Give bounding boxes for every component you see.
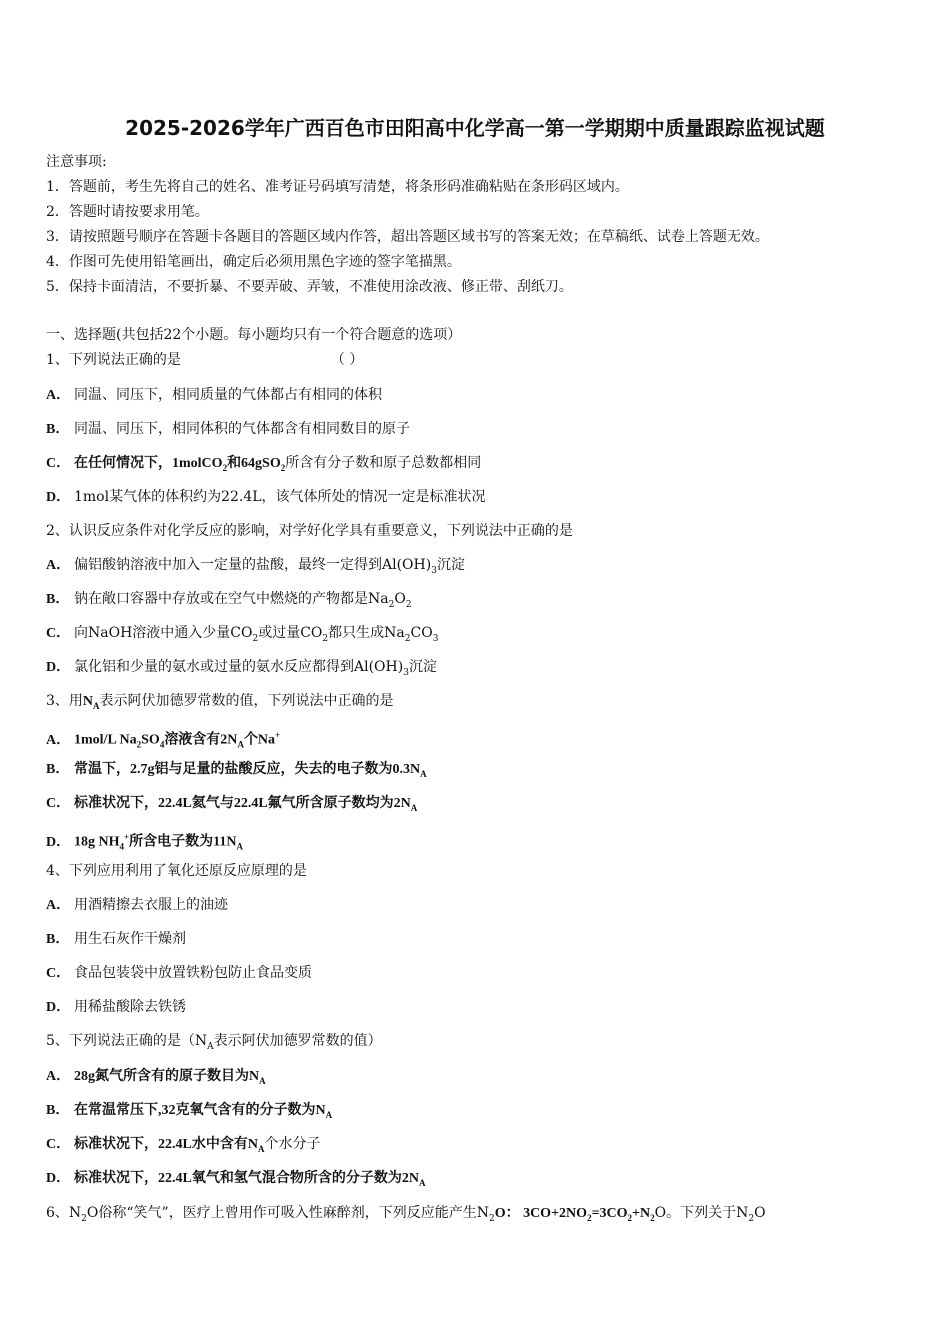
q2-option-d: D． 氯化铝和少量的氨水或过量的氨水反应都得到$Al(OH)_3$沉淀 — [46, 659, 437, 678]
q5-option-c: C． 标准状况下，22.4L水中含有$N_A$个水分子 — [46, 1136, 321, 1154]
section-heading: 一、选择题(共包括22个小题。每小题均只有一个符合题意的选项） — [46, 327, 462, 343]
notice-item: 5．保持卡面清洁，不要折暴、不要弄破、弄皱，不准使用涂改液、修正带、刮纸刀。 — [46, 279, 573, 295]
q2-option-a: A． 偏铝酸钠溶液中加入一定量的盐酸，最终一定得到$Al(OH)_3$沉淀 — [46, 557, 465, 576]
q1-option-d: D． 1mol某气体的体积约为22.4L，该气体所处的情况一定是标准状况 — [46, 489, 486, 505]
q5-option-b: B． 在常温常压下,32克氧气含有的分子数为$N_A$ — [46, 1103, 333, 1120]
q5-option-a: A． 28g氮气所含有的原子数目为$N_A$ — [46, 1069, 266, 1086]
q5-option-d: D． 标准状况下，22.4L氧气和氢气混合物所含的分子数为$2N_A$ — [46, 1171, 426, 1188]
question-6-stem: 6、$N_2O$俗称“笑气”，医疗上曾用作可吸入性麻醉剂，下列反应能产生$N_2O$： $3CO+2NO_2=3CO_2+N_2O$。下列关于$N_2O$ — [46, 1205, 766, 1224]
question-1-stem — [46, 349, 363, 371]
q4-option-c: C． 食品包装袋中放置铁粉包防止食品变质 — [46, 965, 312, 981]
q3-option-a: A． 1mol/L $Na_2SO_4$溶液含有$2N_A$个Na+ — [46, 730, 281, 750]
notice-item: 1．答题前，考生先将自己的姓名、准考证号码填写清楚，将条形码准确粘贴在条形码区域内。 — [46, 179, 629, 195]
q3-option-d: D． 18g $NH_4^+$所含电子数为$11N_A$ — [46, 832, 243, 852]
q1-option-b: B． 同温、同压下，相同体积的气体都含有相同数目的原子 — [46, 421, 410, 437]
notice-heading: 注意事项: — [46, 154, 107, 170]
q1-option-c: C． 在任何情况下，1molCO$_2$和64gSO$_2$所含有分子数和原子总数都相同 — [46, 455, 482, 473]
q2-option-b: B． 钠在敞口容器中存放或在空气中燃烧的产物都是$Na_2O_2$ — [46, 591, 412, 610]
answer-paren: （ ） — [330, 352, 364, 368]
q4-option-d: D． 用稀盐酸除去铁锈 — [46, 999, 186, 1015]
q4-option-a: A． 用酒精擦去衣服上的油迹 — [46, 897, 228, 913]
question-2-stem: 2、认识反应条件对化学反应的影响，对学好化学具有重要意义，下列说法中正确的是 — [46, 523, 573, 539]
question-1-text: 1、下列说法正确的是 — [46, 352, 181, 368]
notice-item: 2．答题时请按要求用笔。 — [46, 204, 209, 220]
notice-item: 4．作图可先使用铅笔画出，确定后必须用黑色字迹的签字笔描黑。 — [46, 254, 461, 270]
q3-option-b: B． 常温下，2.7g铝与足量的盐酸反应，失去的电子数为$0.3N_A$ — [46, 762, 427, 779]
q3-option-c: C． 标准状况下，22.4L氦气与22.4L氟气所含原子数均为$2N_A$ — [46, 796, 418, 813]
q2-option-c: C． 向NaOH溶液中通入少量$CO_2$或过量$CO_2$都只生成$Na_2CO_3$ — [46, 625, 439, 644]
q1-option-a: A． 同温、同压下，相同质量的气体都占有相同的体积 — [46, 387, 382, 403]
question-5-stem: 5、下列说法正确的是（$N_A$表示阿伏加德罗常数的值） — [46, 1033, 382, 1052]
q4-option-b: B． 用生石灰作干燥剂 — [46, 931, 186, 947]
question-4-stem: 4、下列应用利用了氧化还原反应原理的是 — [46, 863, 307, 879]
notice-block — [46, 150, 926, 300]
page-title: 2025-2026学年广西百色市田阳高中化学高一第一学期期中质量跟踪监视试题 — [125, 116, 825, 140]
notice-item: 3．请按照题号顺序在答题卡各题目的答题区域内作答，超出答题区域书写的答案无效；在草稿纸、试卷上答题无效。 — [46, 229, 769, 245]
question-3-stem: 3、用$N_A$表示阿伏加德罗常数的值，下列说法中正确的是 — [46, 693, 394, 711]
